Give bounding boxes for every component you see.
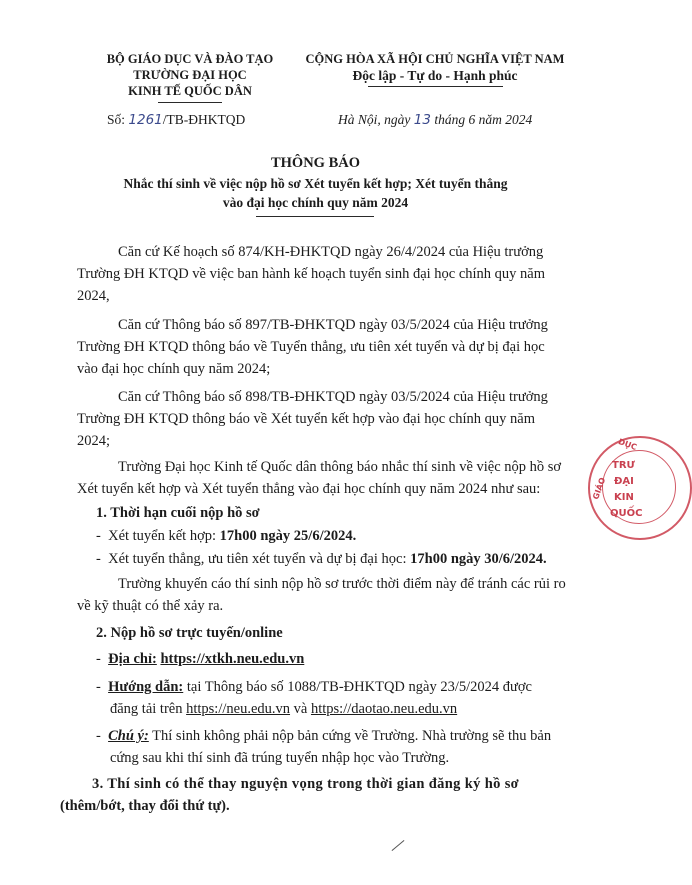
ministry-name: BỘ GIÁO DỤC VÀ ĐÀO TẠO [106,52,274,66]
date-suffix: tháng 6 năm 2024 [430,112,533,127]
section-3-line2: (thêm/bớt, thay đổi thứ tự). [60,798,230,814]
header-left-divider [158,102,222,103]
school-name-line2: KINH TẾ QUỐC DÂN [128,84,252,98]
document-number [107,112,245,128]
section-2-note-line2: cứng sau khi thí sinh đã trúng tuyển nhập học vào Trường. [110,750,450,766]
address-link[interactable]: https://xtkh.neu.edu.vn [160,651,305,667]
section-3-line1: 3. Thí sinh có thể thay nguyện vọng trong thời gian đăng ký hồ sơ [92,776,520,792]
body-paragraph-3-line1: Căn cứ Thông báo số 898/TB-ĐHKTQD ngày 03/5/2024 của Hiệu trưởng [118,389,548,405]
note-text-line1: Thí sinh không phải nộp bản cứng về Trường. Nhà trường sẽ thu bản [148,728,552,744]
section-2-note-line1 [96,728,551,745]
section-1-item-2-deadline: 17h00 ngày 30/6/2024. [410,551,547,567]
body-paragraph-2-line3: vào đại học chính quy năm 2024; [77,361,271,377]
nation-title: CỘNG HÒA XÃ HỘI CHỦ NGHĨA VIỆT NAM [305,52,565,66]
scan-mark [392,840,405,851]
section-1-note-line1: Trường khuyến cáo thí sinh nộp hồ sơ trước thời điểm này để tránh các rủi ro [118,576,566,592]
date-day-handwritten: 13 [413,112,431,128]
stamp-text-line2: ĐẠI [614,476,634,487]
document-number-suffix: /TB-ĐHKTQD [162,112,246,127]
body-paragraph-2-line2: Trường ĐH KTQD thông báo về Tuyển thẳng, ưu tiên xét tuyển và dự bị đại học [77,339,545,355]
body-paragraph-1-line1: Căn cứ Kế hoạch số 874/KH-ĐHKTQD ngày 26/4/2024 của Hiệu trưởng [118,244,544,260]
notice-subtitle-line2: vào đại học chính quy năm 2024 [222,195,409,210]
body-paragraph-3-line2: Trường ĐH KTQD thông báo về Xét tuyển kết hợp vào đại học chính quy năm [77,411,535,427]
section-2-address [96,651,304,668]
guide-link-daotao[interactable]: https://daotao.neu.edu.vn [310,701,458,717]
guide-text-line1: tại Thông báo số 1088/TB-ĐHKTQD ngày 23/5/2024 được [183,679,532,695]
list-dash: - [96,528,109,544]
guide-label: Hướng dẫn: [108,679,184,695]
stamp-text-line3: KIN [614,492,634,503]
note-label: Chú ý: [108,728,149,744]
body-paragraph-4-line1: Trường Đại học Kinh tế Quốc dân thông báo nhắc thí sinh về việc nộp hồ sơ [118,459,562,475]
section-2-guide-line1 [96,679,532,696]
section-1-heading: 1. Thời hạn cuối nộp hồ sơ [96,505,260,521]
notice-subtitle-line1: Nhắc thí sinh về việc nộp hồ sơ Xét tuyển kết hợp; Xét tuyển thẳng [123,176,508,191]
section-1-item-2 [96,551,547,568]
address-label: Địa chỉ: [108,651,157,667]
school-name-line1: TRƯỜNG ĐẠI HỌC [133,68,247,82]
body-paragraph-1-line2: Trường ĐH KTQD về việc ban hành kế hoạch tuyển sinh đại học chính quy năm [77,266,546,282]
stamp-text-line1: TRƯ [612,460,635,471]
guide-link-neu[interactable]: https://neu.edu.vn [186,701,291,717]
section-1-item-1 [96,528,356,545]
title-divider [256,216,374,217]
section-1-item-1-label: Xét tuyển kết hợp: [108,528,220,544]
section-1-item-2-label: Xét tuyển thẳng, ưu tiên xét tuyển và dự bị đại học: [108,551,411,567]
body-paragraph-4-line2: Xét tuyển kết hợp và Xét tuyển thẳng vào đại học chính quy năm 2024 như sau: [77,481,541,497]
stamp-arc-left: GIÁO [591,476,608,501]
document-number-prefix: Số: [107,112,129,127]
document-number-handwritten: 1261 [128,112,163,128]
section-2-heading: 2. Nộp hồ sơ trực tuyến/online [96,625,283,641]
stamp-arc-top: DỤC [617,437,638,452]
list-dash: - [96,728,109,744]
header-right-divider [368,86,503,87]
body-paragraph-2-line1: Căn cứ Thông báo số 897/TB-ĐHKTQD ngày 03/5/2024 của Hiệu trưởng [118,317,548,333]
nation-motto: Độc lập - Tự do - Hạnh phúc [352,68,518,83]
section-1-item-1-deadline: 17h00 ngày 25/6/2024. [219,528,357,544]
guide-text-mid: và [290,701,311,717]
list-dash: - [96,651,109,667]
body-paragraph-1-line3: 2024, [77,288,110,304]
section-1-note-line2: về kỹ thuật có thể xảy ra. [77,598,224,614]
document-date [338,112,532,128]
section-2-guide-line2 [110,701,457,718]
notice-heading: THÔNG BÁO [270,155,361,171]
guide-text-prefix: đăng tải trên [110,701,187,717]
date-prefix: Hà Nội, ngày [338,112,414,127]
stamp-text-line4: QUỐC [610,508,643,519]
list-dash: - [96,679,109,695]
list-dash: - [96,551,109,567]
official-stamp [588,436,692,540]
body-paragraph-3-line3: 2024; [77,433,111,449]
